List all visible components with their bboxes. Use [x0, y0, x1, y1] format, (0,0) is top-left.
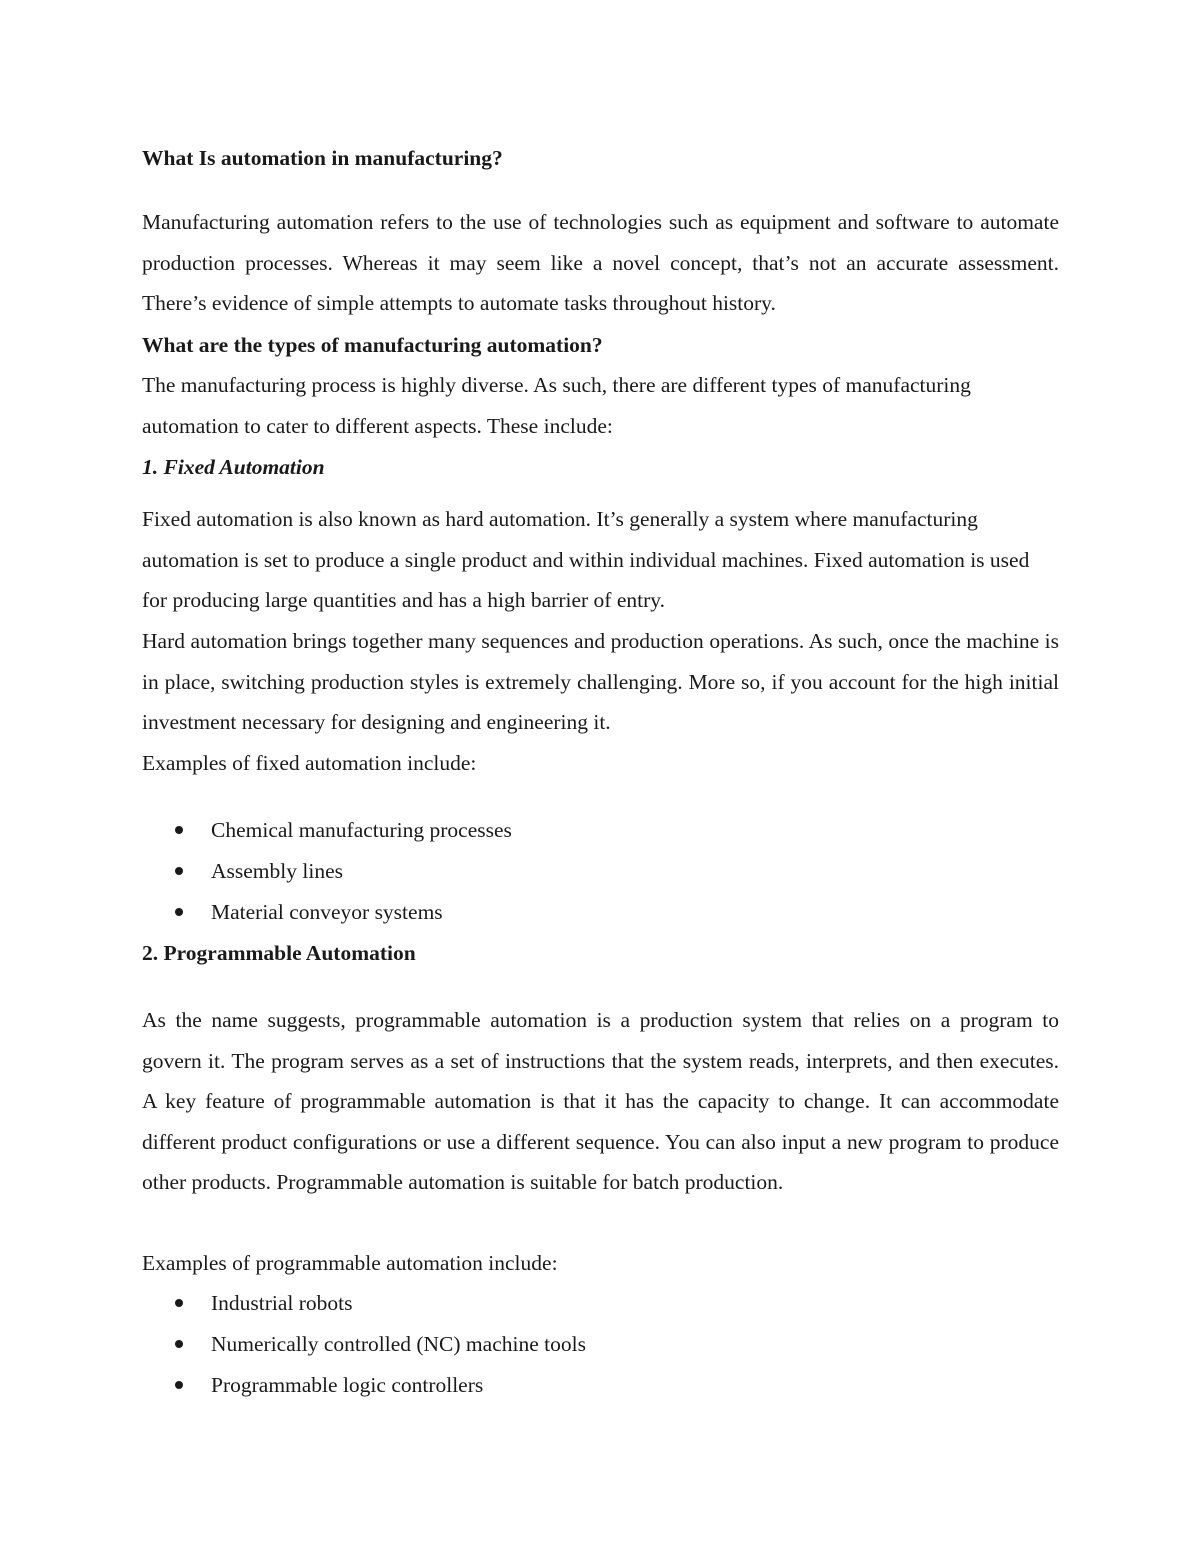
bullet-icon — [175, 1299, 183, 1307]
fixed-automation-paragraph-1: Fixed automation is also known as hard automation. It’s generally a system where manufacturing automation is set to produce a single product and within individual machines. Fixed automation is used for producing large quantities and has a high barrier of entry. — [142, 507, 1030, 612]
bullet-icon — [175, 908, 183, 916]
programmable-examples-intro: Examples of programmable automation include: — [142, 1251, 558, 1275]
list-item: Programmable logic controllers — [142, 1365, 1059, 1406]
programmable-automation-paragraph: As the name suggests, programmable automation is a production system that relies on a program to govern it. The program serves as a set of instructions that the system reads, interprets, and then executes. A key feature of programmable automation is that it has the capacity to change. It can accommodate different product configurations or use a different sequence. You can also input a new program to produce other products. Programmable automation is suitable for batch production. — [142, 1008, 1059, 1194]
list-item: Assembly lines — [142, 851, 1059, 892]
list-item: Industrial robots — [142, 1283, 1059, 1324]
fixed-examples-list — [142, 810, 1059, 933]
types-heading: What are the types of manufacturing automation? — [142, 333, 603, 357]
fixed-automation-heading: 1. Fixed Automation — [142, 455, 325, 479]
bullet-icon — [175, 867, 183, 875]
list-item: Numerically controlled (NC) machine tools — [142, 1324, 1059, 1365]
list-item: Chemical manufacturing processes — [142, 810, 1059, 851]
list-item: Material conveyor systems — [142, 892, 1059, 933]
intro-paragraph: Manufacturing automation refers to the use of technologies such as equipment and software to automate production processes. Whereas it may seem like a novel concept, that’s not an accurate assessment. There’s evidence of simple attempts to automate tasks throughout history. — [142, 210, 1059, 315]
bullet-icon — [175, 1381, 183, 1389]
programmable-automation-heading: 2. Programmable Automation — [142, 941, 416, 965]
fixed-examples-intro: Examples of fixed automation include: — [142, 751, 477, 775]
programmable-examples-list — [142, 1283, 1059, 1406]
bullet-icon — [175, 826, 183, 834]
types-intro-paragraph: The manufacturing process is highly diverse. As such, there are different types of manufacturing automation to cater to different aspects. These include: — [142, 373, 971, 438]
page-title: What Is automation in manufacturing? — [142, 146, 503, 170]
bullet-icon — [175, 1340, 183, 1348]
fixed-automation-paragraph-2: Hard automation brings together many sequences and production operations. As such, once the machine is in place, switching production styles is extremely challenging. More so, if you account for the high initial investment necessary for designing and engineering it. — [142, 629, 1059, 734]
